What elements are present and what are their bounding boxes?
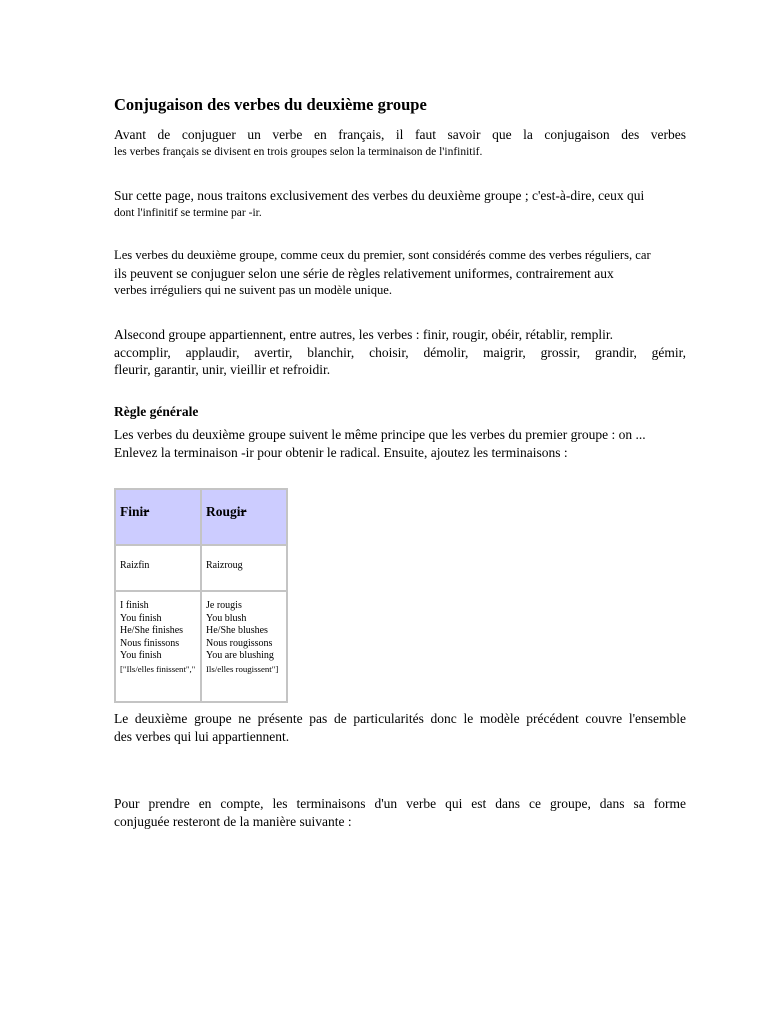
form-finir-4: Nous finissons bbox=[120, 637, 180, 649]
table-header-row bbox=[115, 489, 287, 545]
endings-line-2: conjuguée resteront de la manière suivante : bbox=[114, 813, 352, 829]
rule-line-2: Enlevez la terminaison -ir pour obtenir le radical. Ensuite, ajoutez les terminaisons : bbox=[114, 444, 568, 460]
scope-line-1: Sur cette page, nous traitons exclusivement des verbes du deuxième groupe ; c'est-à-dire, ceux qui bbox=[114, 188, 645, 203]
table-row-radical bbox=[115, 545, 287, 591]
intro-paragraph bbox=[114, 126, 686, 161]
rule-line-1: Les verbes du deuxième groupe suivent le même principe que les verbes du premier groupe : on ... bbox=[114, 427, 646, 442]
forms-finir bbox=[115, 591, 201, 702]
page-title: Conjugaison des verbes du deuxième groupe bbox=[114, 95, 427, 114]
coverage-line-2: des verbes qui lui appartiennent. bbox=[114, 728, 290, 744]
scope-paragraph bbox=[114, 187, 686, 222]
regular-line-1: Les verbes du deuxième groupe, comme ceux du premier, sont considérés comme des verbes réguliers, car bbox=[114, 248, 651, 262]
intro-line-2: les verbes français se divisent en trois groupes selon la terminaison de l'infinitif. bbox=[114, 145, 483, 158]
form-rougir-3: He/She blushes bbox=[206, 625, 268, 637]
header-finir-ending: r bbox=[143, 504, 150, 519]
regular-line-2: ils peuvent se conjuguer selon une série de règles relativement uniformes, contrairement aux bbox=[114, 265, 614, 281]
verb-list-paragraph bbox=[114, 326, 686, 379]
form-finir-6: ["Ils/elles finissent"," bbox=[120, 663, 196, 674]
table-row-forms bbox=[115, 591, 287, 702]
verb-list-line-1: Alsecond groupe appartiennent, entre autres, les verbes : finir, rougir, obéir, rétablir, remplir. bbox=[114, 327, 614, 342]
coverage-paragraph bbox=[114, 710, 686, 745]
rule-heading: Règle générale bbox=[114, 404, 199, 419]
verb-list-line-2: accomplir, applaudir, avertir, blanchir, choisir, démolir, maigrir, grossir, grandir, gémir, bbox=[114, 344, 686, 360]
header-finir bbox=[115, 489, 201, 545]
form-rougir-5: You are blushing bbox=[206, 650, 274, 662]
header-rougir-ending: r bbox=[240, 504, 247, 519]
header-rougir-stem: Rougi bbox=[206, 504, 241, 519]
regular-verbs-paragraph bbox=[114, 247, 686, 300]
form-finir-5: You finish bbox=[120, 650, 162, 662]
form-rougir-6: Ils/elles rougissent"] bbox=[206, 663, 279, 674]
radical-finir: Raizfin bbox=[115, 545, 201, 591]
regular-line-3: verbes irréguliers qui ne suivent pas un modèle unique. bbox=[114, 283, 393, 297]
header-finir-stem: Fini bbox=[120, 504, 144, 519]
endings-paragraph bbox=[114, 795, 686, 830]
scope-line-2: dont l'infinitif se termine par -ir. bbox=[114, 206, 262, 219]
form-rougir-2: You blush bbox=[206, 612, 247, 624]
coverage-line-1: Le deuxième groupe ne présente pas de particularités donc le modèle précédent couvre l'ensemble bbox=[114, 711, 686, 726]
header-rougir bbox=[201, 489, 287, 545]
verb-list-line-3: fleurir, garantir, unir, vieillir et refroidir. bbox=[114, 362, 331, 377]
form-rougir-4: Nous rougissons bbox=[206, 637, 273, 649]
forms-rougir bbox=[201, 591, 287, 702]
form-finir-1: I finish bbox=[120, 600, 149, 611]
form-rougir-1: Je rougis bbox=[206, 600, 242, 611]
intro-line-1: Avant de conjuguer un verbe en français, il faut savoir que la conjugaison des verbes bbox=[114, 127, 686, 142]
endings-line-1: Pour prendre en compte, les terminaisons d'un verbe qui est dans ce groupe, dans sa forme bbox=[114, 796, 686, 811]
conjugation-table bbox=[114, 488, 288, 703]
radical-rougir: Raizroug bbox=[201, 545, 287, 591]
form-finir-3: He/She finishes bbox=[120, 625, 184, 637]
rule-paragraph bbox=[114, 426, 686, 461]
form-finir-2: You finish bbox=[120, 612, 162, 624]
